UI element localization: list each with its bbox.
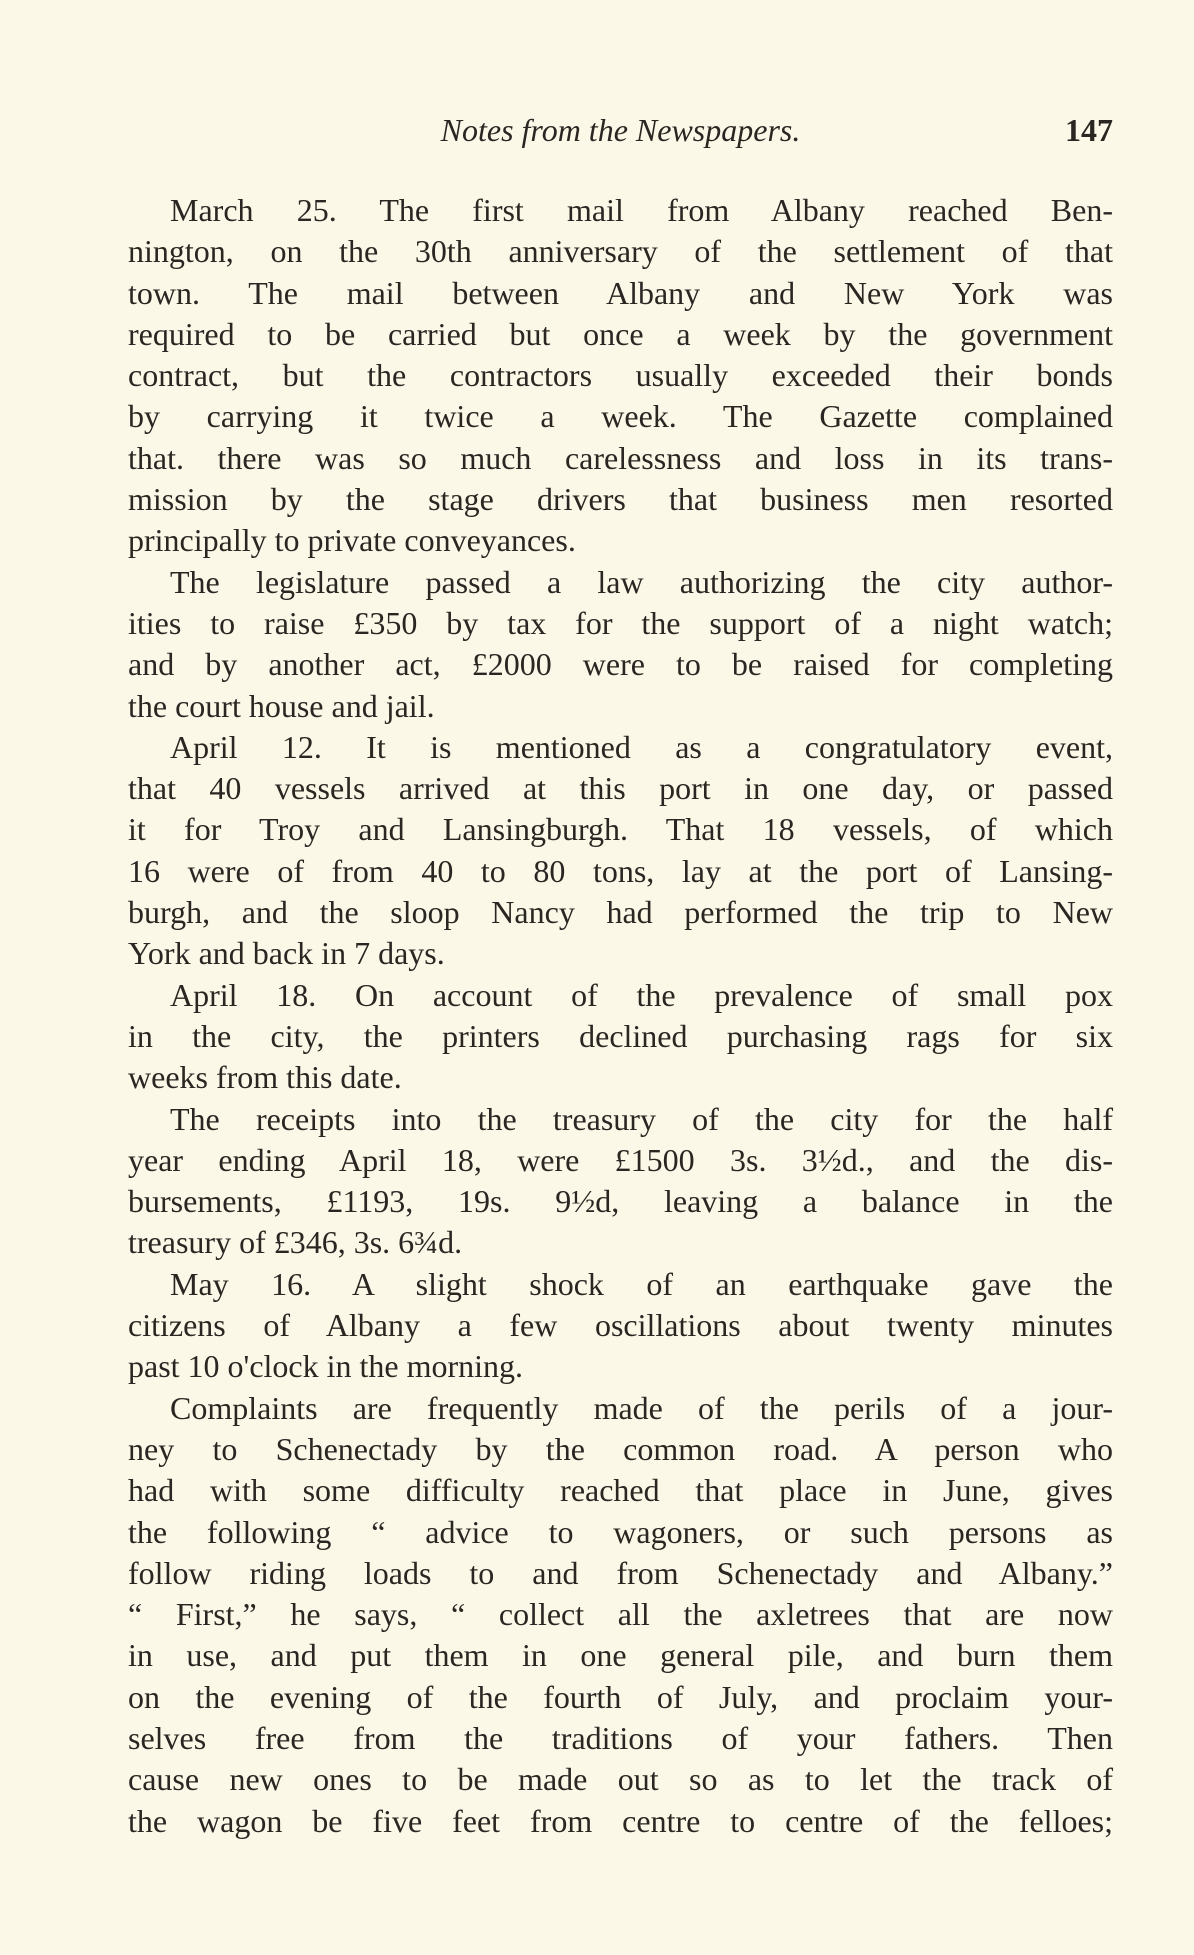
text-line: 16 were of from 40 to 80 tons, lay at the port of Lansing- <box>128 852 1113 889</box>
text-line: April 18. On account of the prevalence of small pox <box>170 976 1113 1013</box>
paragraph <box>128 1099 1113 1264</box>
page-body <box>128 190 1113 1842</box>
text-line: burgh, and the sloop Nancy had performed the trip to New <box>128 894 1113 931</box>
text-line: mission by the stage drivers that business men resorted <box>128 481 1113 518</box>
text-line: ities to raise £350 by tax for the support of a night watch; <box>128 604 1113 641</box>
text-line: the court house and jail. <box>128 687 435 724</box>
text-line: it for Troy and Lansingburgh. That 18 vessels, of which <box>128 811 1113 848</box>
paragraph <box>128 975 1113 1099</box>
text-line: cause new ones to be made out so as to let the track of <box>128 1761 1113 1798</box>
text-line: ney to Schenectady by the common road. A person who <box>128 1430 1113 1467</box>
page-number: 147 <box>1065 112 1113 148</box>
text-line: April 12. It is mentioned as a congratulatory event, <box>170 728 1113 765</box>
paragraph <box>128 562 1113 727</box>
running-title: Notes from the Newspapers. <box>440 112 801 148</box>
text-line: treasury of £346, 3s. 6¾d. <box>128 1224 463 1261</box>
text-line: town. The mail between Albany and New York was <box>128 274 1113 311</box>
text-line: the wagon be five feet from centre to centre of the felloes; <box>128 1802 1113 1839</box>
page-header <box>128 112 1113 162</box>
paragraph <box>128 1388 1113 1842</box>
text-line: “ First,” he says, “ collect all the axletrees that are now <box>128 1596 1113 1633</box>
text-line: required to be carried but once a week by the government <box>128 315 1113 352</box>
text-line: Complaints are frequently made of the perils of a jour- <box>170 1389 1113 1426</box>
text-line: in the city, the printers declined purchasing rags for six <box>128 1017 1113 1054</box>
text-line: by carrying it twice a week. The Gazette complained <box>128 398 1113 435</box>
text-line: principally to private conveyances. <box>128 522 576 559</box>
text-line: on the evening of the fourth of July, and proclaim your- <box>128 1678 1113 1715</box>
text-line: contract, but the contractors usually exceeded their bonds <box>128 357 1113 394</box>
text-line: citizens of Albany a few oscillations about twenty minutes <box>128 1307 1113 1344</box>
text-line: the following “ advice to wagoners, or such persons as <box>128 1513 1113 1550</box>
text-line: selves free from the traditions of your fathers. Then <box>128 1719 1113 1756</box>
text-line: bursements, £1193, 19s. 9½d, leaving a balance in the <box>128 1183 1113 1220</box>
text-line: that. there was so much carelessness and loss in its trans- <box>128 439 1113 476</box>
text-line: had with some difficulty reached that place in June, gives <box>128 1472 1113 1509</box>
text-line: York and back in 7 days. <box>128 935 445 972</box>
text-line: nington, on the 30th anniversary of the settlement of that <box>128 233 1113 270</box>
text-line: past 10 o'clock in the morning. <box>128 1348 524 1385</box>
text-line: and by another act, £2000 were to be raised for completing <box>128 646 1113 683</box>
text-line: March 25. The first mail from Albany reached Ben- <box>170 192 1113 228</box>
text-line: May 16. A slight shock of an earthquake gave the <box>170 1265 1113 1302</box>
text-line: in use, and put them in one general pile, and burn them <box>128 1637 1113 1674</box>
text-line: The receipts into the treasury of the city for the half <box>170 1100 1113 1137</box>
paragraph <box>128 190 1113 562</box>
text-line: follow riding loads to and from Schenectady and Albany.” <box>128 1554 1113 1591</box>
text-line: The legislature passed a law authorizing the city author- <box>170 563 1113 600</box>
paragraph <box>128 727 1113 975</box>
text-line: weeks from this date. <box>128 1059 402 1096</box>
text-line: that 40 vessels arrived at this port in one day, or passed <box>128 770 1113 807</box>
text-line: year ending April 18, were £1500 3s. 3½d., and the dis- <box>128 1141 1113 1178</box>
paragraph <box>128 1264 1113 1388</box>
